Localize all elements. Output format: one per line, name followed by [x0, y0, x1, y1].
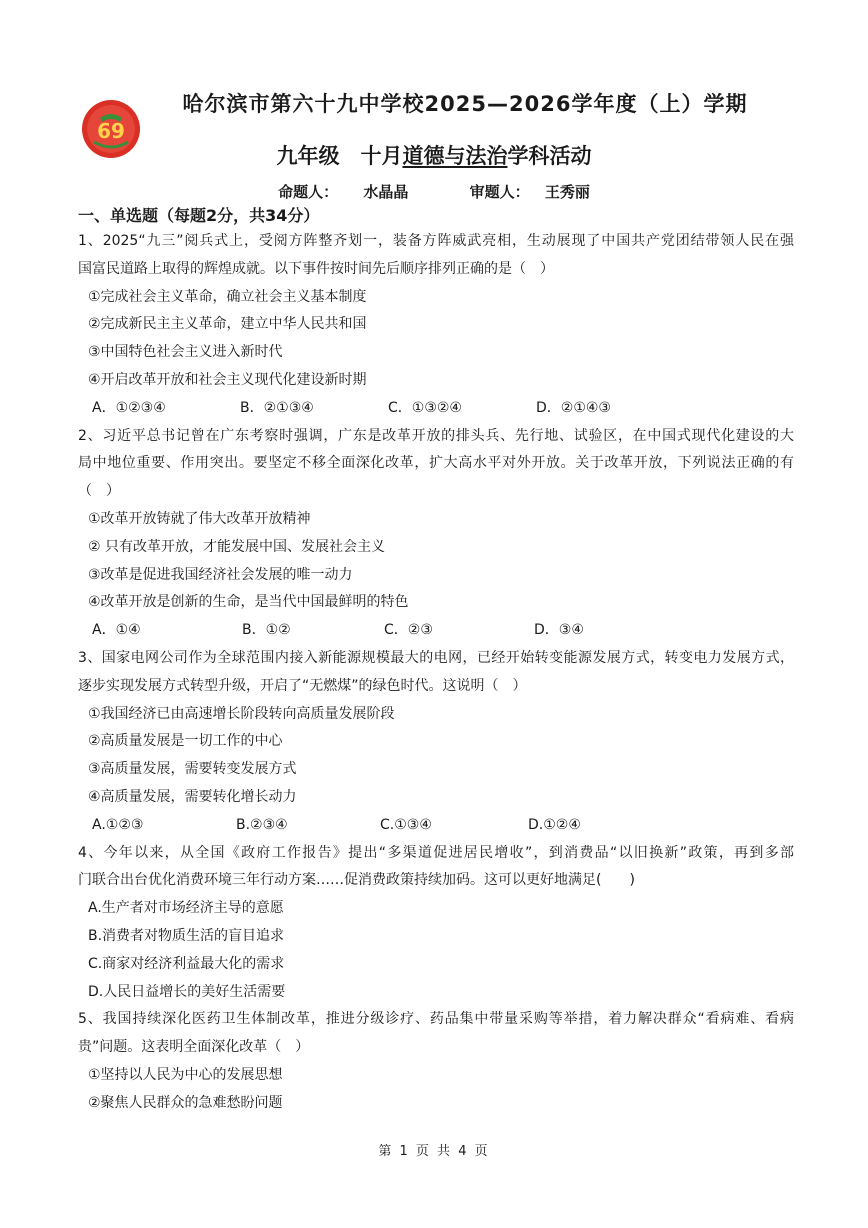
exam-subtitle: [0, 140, 868, 170]
statement-item: ①完成社会主义革命，确立社会主义基本制度: [88, 288, 367, 305]
subtitle-subject: 道德与法治: [402, 144, 508, 168]
choice-b: B.②③④: [236, 816, 288, 833]
choice-d: D．②①④③: [536, 399, 611, 416]
statement-item: ②完成新民主主义革命，建立中华人民共和国: [88, 316, 367, 333]
reviewer-name: 王秀丽: [544, 183, 590, 201]
question-5: [78, 1006, 794, 1117]
question-stem: 局中地位重要、作用突出。要坚定不移全面深化改革，扩大高水平对外开放。关于改革开放，下列说法正确的有: [78, 455, 794, 472]
statement-item: ②高质量发展是一切工作的中心: [88, 733, 283, 750]
question-stem: 门联合出台优化消费环境三年行动方案……促消费政策持续加码。这可以更好地满足( ): [78, 872, 635, 889]
statement-item: ①我国经济已由高速增长阶段转向高质量发展阶段: [88, 705, 395, 722]
statement-item: ③高质量发展，需要转变发展方式: [88, 761, 297, 778]
statement-item: ①改革开放铸就了伟大改革开放精神: [88, 510, 311, 527]
exam-title: 哈尔滨市第六十九中学校2025—2026学年度（上）学期: [182, 92, 748, 116]
question-4: [78, 840, 794, 1007]
choice-c: C.①③④: [380, 816, 432, 833]
statement-item: ② 只有改革开放，才能发展中国、发展社会主义: [88, 538, 385, 555]
question-stem: 4、今年以来，从全国《政府工作报告》提出“多渠道促进居民增收”，到消费品“以旧换新”政策，再到多部: [78, 844, 794, 861]
choice-item: C.商家对经济利益最大化的需求: [88, 955, 285, 972]
answer-choices: [78, 395, 794, 423]
statement-item: ③中国特色社会主义进入新时代: [88, 344, 283, 361]
authors-line: [0, 181, 868, 202]
statement-item: ②聚焦人民群众的急难愁盼问题: [88, 1094, 283, 1111]
choice-d: D．③④: [534, 622, 584, 639]
choice-a: A.①②③: [92, 816, 144, 833]
statement-item: ④开启改革开放和社会主义现代化建设新时期: [88, 371, 367, 388]
choice-a: A．①②③④: [92, 399, 166, 416]
section-heading: 一、单选题（每题2分，共34分）: [78, 206, 320, 225]
statement-item: ④高质量发展，需要转化增长动力: [88, 788, 297, 805]
choice-item: D.人民日益增长的美好生活需要: [88, 983, 286, 1000]
question-3: [78, 645, 794, 840]
subtitle-activity: 学科活动: [507, 144, 592, 168]
question-stem: 国富民道路上取得的辉煌成就。以下事件按时间先后顺序排列正确的是（ ）: [78, 260, 554, 277]
question-2: [78, 423, 794, 645]
choice-a: A．①④: [92, 622, 141, 639]
question-1: [78, 228, 794, 423]
question-stem: （ ）: [78, 483, 120, 500]
statement-item: ①坚持以人民为中心的发展思想: [88, 1066, 283, 1083]
question-stem: 2、习近平总书记曾在广东考察时强调，广东是改革开放的排头兵、先行地、试验区，在中国式现代化建设的大: [78, 427, 794, 444]
question-stem: 逐步实现发展方式转型升级，开启了“无燃煤”的绿色时代。这说明（ ）: [78, 677, 527, 694]
subtitle-grade: 九年级 十月: [276, 144, 403, 168]
question-stem: 贵”问题。这表明全面深化改革（ ）: [78, 1039, 310, 1056]
choice-item: A.生产者对市场经济主导的意愿: [88, 900, 284, 917]
answer-choices: [78, 617, 794, 645]
question-stem: 3、国家电网公司作为全球范围内接入新能源规模最大的电网，已经开始转变能源发展方式，转变电力发展方式，: [78, 649, 794, 666]
page-number: 第 1 页 共 4 页: [378, 1144, 490, 1159]
question-stem: 1、2025“九三”阅兵式上，受阅方阵整齐划一，装备方阵威武亮相，生动展现了中国共产党团结带领人民在强: [78, 233, 794, 249]
choice-c: C．①③②④: [388, 399, 462, 416]
author-label: 命题人：: [278, 183, 339, 201]
exam-content: [78, 204, 794, 1118]
choice-b: B．②①③④: [240, 399, 314, 416]
author-name: 水晶晶: [363, 183, 409, 201]
choice-item: B.消费者对物质生活的盲目追求: [88, 927, 285, 944]
choice-b: B．①②: [242, 622, 291, 639]
question-stem: 5、我国持续深化医药卫生体制改革，推进分级诊疗、药品集中带量采购等举措，着力解决群众“看病难、看病: [78, 1011, 794, 1028]
statement-item: ④改革开放是创新的生命，是当代中国最鲜明的特色: [88, 594, 409, 611]
statement-item: ③改革是促进我国经济社会发展的唯一动力: [88, 566, 353, 583]
reviewer-label: 审题人：: [469, 183, 530, 201]
choice-d: D.①②④: [528, 816, 581, 833]
answer-choices: [78, 812, 794, 840]
svg-text:69: 69: [97, 119, 125, 143]
choice-c: C．②③: [384, 622, 433, 639]
